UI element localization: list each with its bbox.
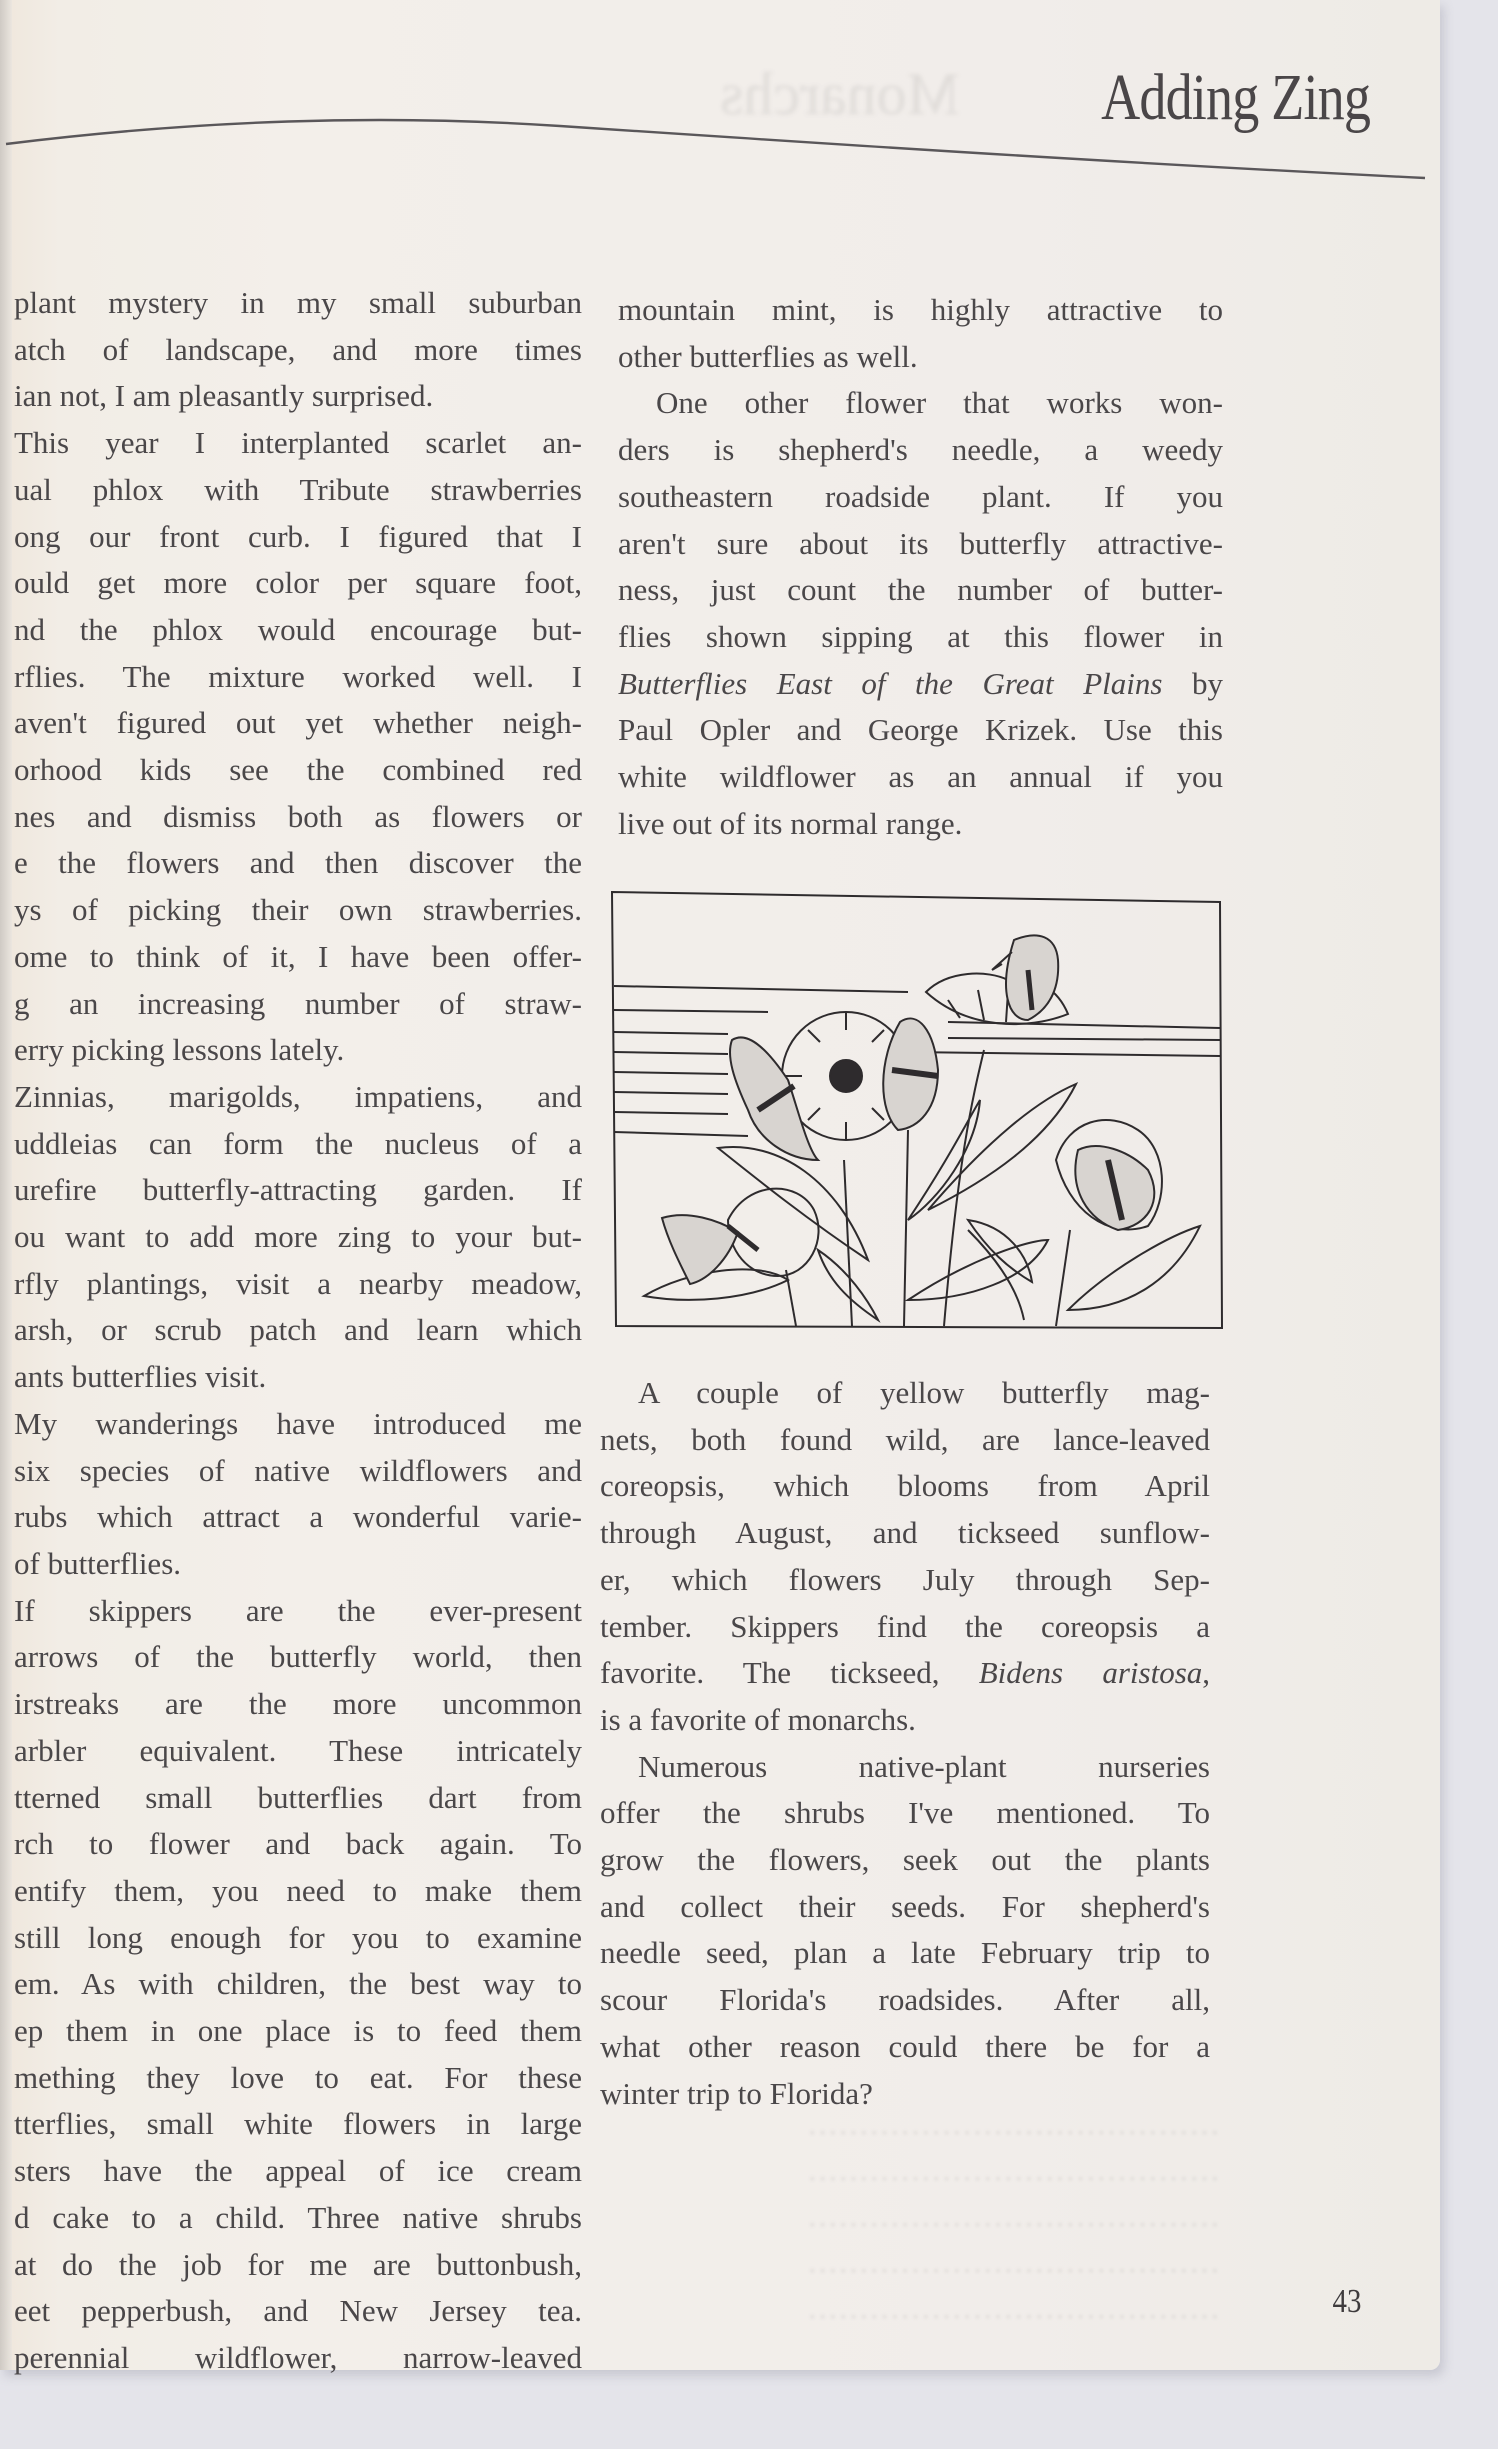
text-line: g an increasing number of straw- bbox=[14, 985, 582, 1021]
show-through-text: ········································ ········································ ········································ ········································ ········································ bbox=[807, 2115, 1220, 2334]
text-line: still long enough for you to examine bbox=[14, 1919, 582, 1955]
text-line: Zinnias, marigolds, impatiens, and bbox=[14, 1078, 582, 1114]
text-line: entify them, you need to make them bbox=[14, 1872, 582, 1908]
page-number: 43 bbox=[1332, 2283, 1362, 2320]
text-line: ould get more color per square foot, bbox=[14, 565, 582, 601]
text-line: six species of native wildflowers and bbox=[14, 1452, 582, 1488]
text-line: eet pepperbush, and New Jersey tea. bbox=[14, 2293, 582, 2329]
text-line: My wanderings have introduced me bbox=[14, 1405, 582, 1441]
text-line: arsh, or scrub patch and learn which bbox=[14, 1312, 582, 1348]
text-line: ys of picking their own strawberries. bbox=[14, 892, 582, 928]
text-line: tterflies, small white flowers in large bbox=[14, 2106, 582, 2142]
text-line: d cake to a child. Three native shrubs bbox=[14, 2199, 582, 2235]
text-line: tember. Skippers find the coreopsis a bbox=[600, 1608, 1210, 1644]
text-line: This year I interplanted scarlet an- bbox=[14, 425, 582, 461]
text-line: Numerous native-plant nurseries bbox=[638, 1748, 1210, 1784]
header-rule bbox=[0, 110, 1430, 180]
species-name: Bidens aristosa bbox=[978, 1655, 1203, 1691]
text-line: coreopsis, which blooms from April bbox=[600, 1468, 1210, 1504]
text-line: live out of its normal range. bbox=[618, 805, 963, 841]
text-line: nes and dismiss both as flowers or bbox=[14, 798, 582, 834]
text-fragment: by bbox=[1162, 665, 1223, 701]
text-line: em. As with children, the best way to bbox=[14, 1966, 582, 2002]
text-line: nets, both found wild, are lance-leaved bbox=[600, 1421, 1210, 1457]
text-line: needle seed, plan a late February trip to bbox=[600, 1935, 1210, 1971]
species-line bbox=[600, 1650, 1210, 1697]
illustration-drawing bbox=[608, 880, 1228, 1336]
text-line: scour Florida's roadsides. After all, bbox=[600, 1982, 1210, 2018]
text-line: aren't sure about its butterfly attractive- bbox=[618, 525, 1223, 561]
text-line: arbler equivalent. These intricately bbox=[14, 1732, 582, 1768]
text-line: rfly plantings, visit a nearby meadow, bbox=[14, 1265, 582, 1301]
text-line: ou want to add more zing to your but- bbox=[14, 1219, 582, 1255]
page-gutter bbox=[0, 0, 12, 2370]
text-line: One other flower that works won- bbox=[656, 385, 1223, 421]
text-line: sters have the appeal of ice cream bbox=[14, 2153, 582, 2189]
right-column-top bbox=[618, 287, 1223, 847]
book-title: Butterflies East of the Great Plains bbox=[618, 665, 1163, 701]
text-line: mething they love to eat. For these bbox=[14, 2059, 582, 2095]
left-column bbox=[14, 280, 582, 2382]
text-fragment: , bbox=[1202, 1655, 1210, 1691]
text-line: offer the shrubs I've mentioned. To bbox=[600, 1795, 1210, 1831]
text-line: white wildflower as an annual if you bbox=[618, 759, 1223, 795]
text-line: urefire butterfly-attracting garden. If bbox=[14, 1172, 582, 1208]
text-line: irstreaks are the more uncommon bbox=[14, 1686, 582, 1722]
text-line: atch of landscape, and more times bbox=[14, 331, 582, 367]
text-line: ants butterflies visit. bbox=[14, 1359, 267, 1395]
text-line: southeastern roadside plant. If you bbox=[618, 478, 1223, 514]
text-line: erry picking lessons lately. bbox=[14, 1032, 345, 1068]
text-line: plant mystery in my small suburban bbox=[14, 285, 582, 320]
text-line: ness, just count the number of butter- bbox=[618, 572, 1223, 608]
text-line: flies shown sipping at this flower in bbox=[618, 618, 1223, 654]
text-line: If skippers are the ever-present bbox=[14, 1592, 582, 1628]
text-line: tterned small butterflies dart from bbox=[14, 1779, 582, 1815]
text-line: Paul Opler and George Krizek. Use this bbox=[618, 712, 1223, 748]
text-line: rch to flower and back again. To bbox=[14, 1826, 582, 1862]
text-line: of butterflies. bbox=[14, 1545, 182, 1581]
text-line: rubs which attract a wonderful varie- bbox=[14, 1499, 582, 1535]
text-line: winter trip to Florida? bbox=[600, 2075, 873, 2111]
text-line: ep them in one place is to feed them bbox=[14, 2013, 582, 2049]
running-head: Adding Zing bbox=[1100, 61, 1370, 134]
text-line: A couple of yellow butterfly mag- bbox=[638, 1375, 1210, 1410]
text-line: perennial wildflower, narrow-leaved bbox=[14, 2339, 582, 2375]
text-line: aven't figured out yet whether neigh- bbox=[14, 705, 582, 741]
text-line: through August, and tickseed sunflow- bbox=[600, 1515, 1210, 1551]
text-line: e the flowers and then discover the bbox=[14, 845, 582, 881]
citation-line bbox=[618, 661, 1223, 708]
text-line: ual phlox with Tribute strawberries bbox=[14, 471, 582, 507]
butterfly-illustration bbox=[608, 880, 1228, 1336]
text-line: er, which flowers July through Sep- bbox=[600, 1561, 1210, 1597]
text-line: orhood kids see the combined red bbox=[14, 752, 582, 788]
show-through-heading: Monarchs bbox=[720, 61, 960, 127]
text-line: what other reason could there be for a bbox=[600, 2028, 1210, 2064]
text-line: ong our front curb. I figured that I bbox=[14, 518, 582, 554]
text-line: other butterflies as well. bbox=[618, 338, 918, 374]
text-line: grow the flowers, seek out the plants bbox=[600, 1842, 1210, 1878]
right-column-bottom bbox=[600, 1370, 1210, 2117]
text-line: nd the phlox would encourage but- bbox=[14, 611, 582, 647]
text-line: mountain mint, is highly attractive to bbox=[618, 292, 1223, 327]
text-fragment: favorite. The tickseed, bbox=[600, 1655, 979, 1691]
text-line: ian not, I am pleasantly surprised. bbox=[14, 378, 434, 414]
text-line: and collect their seeds. For shepherd's bbox=[600, 1888, 1210, 1924]
text-line: ders is shepherd's needle, a weedy bbox=[618, 432, 1223, 468]
text-line: is a favorite of monarchs. bbox=[600, 1701, 916, 1737]
text-line: rflies. The mixture worked well. I bbox=[14, 658, 582, 694]
text-line: arrows of the butterfly world, then bbox=[14, 1639, 582, 1675]
text-line: at do the job for me are buttonbush, bbox=[14, 2246, 582, 2282]
text-line: ome to think of it, I have been offer- bbox=[14, 938, 582, 974]
text-line: uddleias can form the nucleus of a bbox=[14, 1125, 582, 1161]
